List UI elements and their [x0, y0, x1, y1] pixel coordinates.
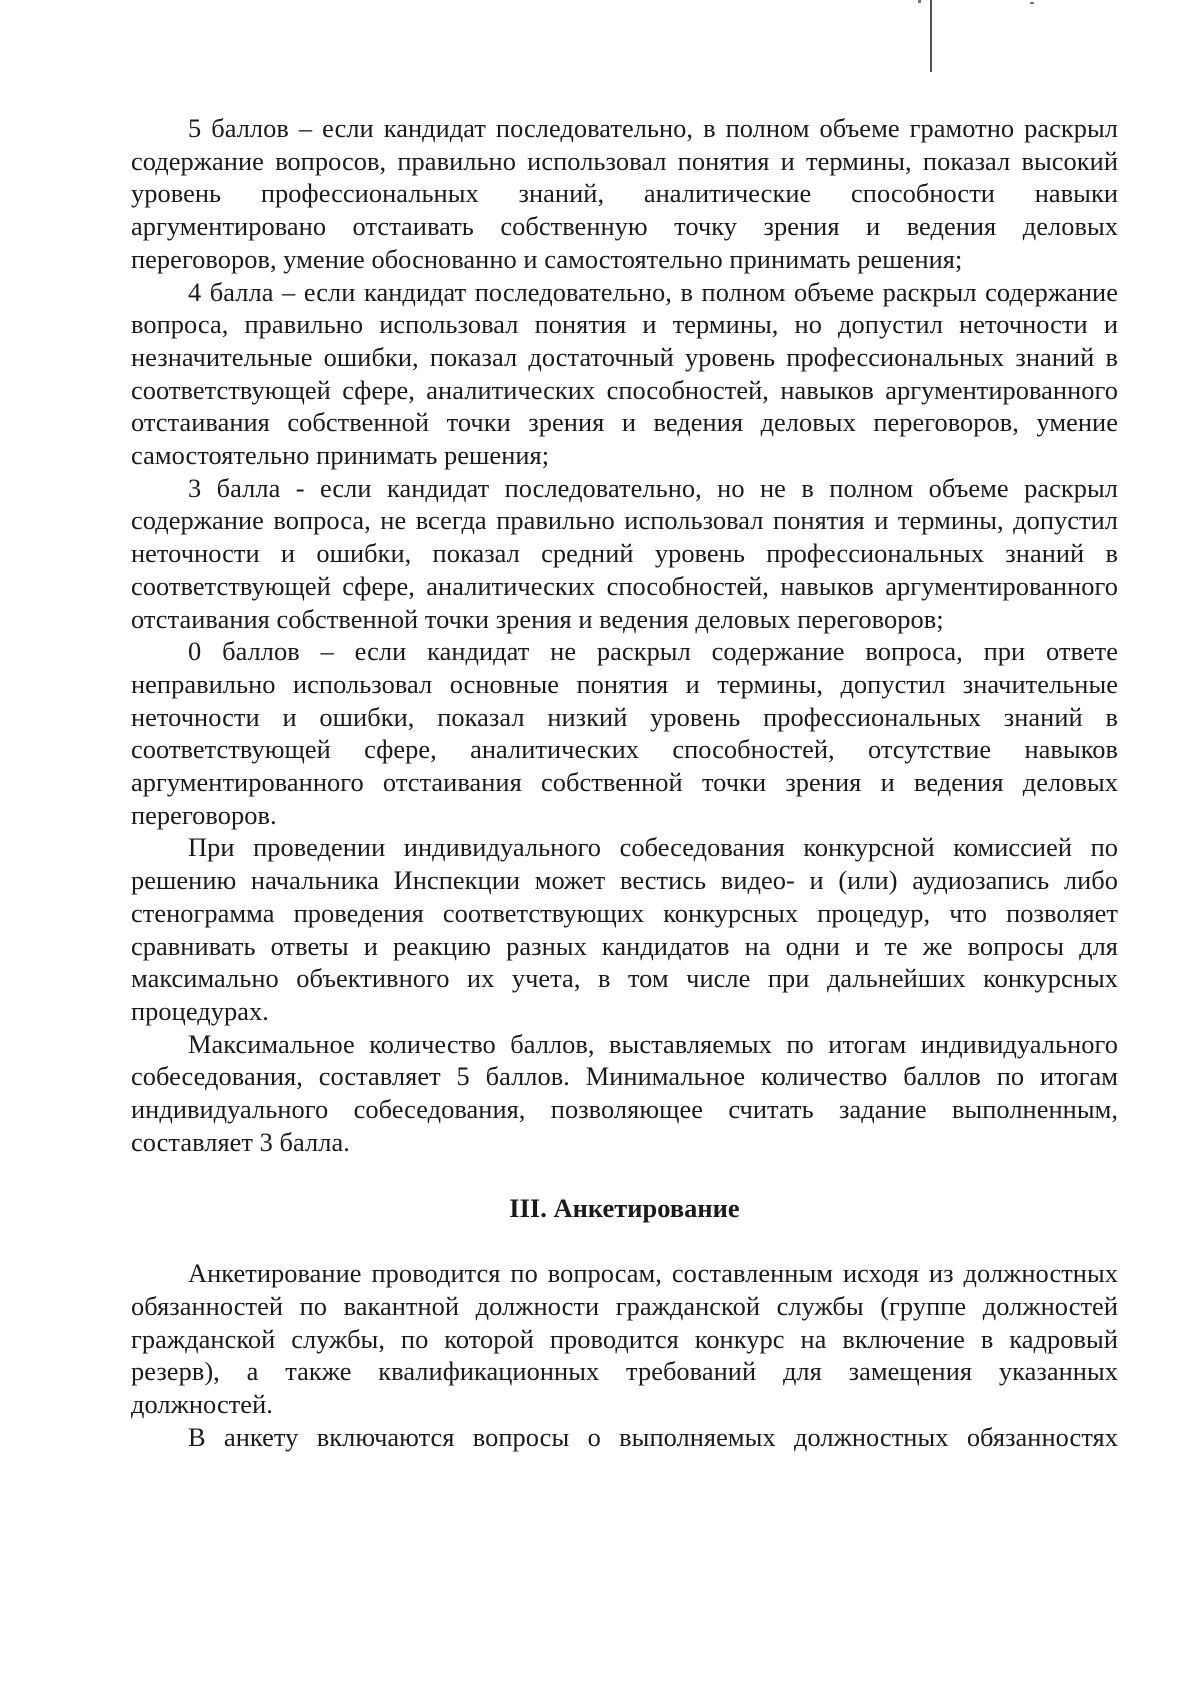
max-score-paragraph: Максимальное количество баллов, выставляемых по итогам индивидуального собеседования, составляет 5 баллов. Минимальное количество баллов по итогам индивидуального собеседования, позволяющее считать задание выполненным, составляет 3 балла.	[131, 1028, 1118, 1157]
criteria-0-points: 0 баллов – если кандидат не раскрыл содержание вопроса, при ответе неправильно использовал основные понятия и термины, допустил значительные неточности и ошибки, показал низкий уровень профессиональных знаний в соответствующей сфере, аналитических способностей, отсутствие навыков аргументированного отстаивания собственной точки зрения и ведения деловых переговоров.	[131, 636, 1118, 830]
questionnaire-content-paragraph: В анкету включаются вопросы о выполняемых должностных обязанностях	[188, 1421, 1118, 1452]
criteria-5-points: 5 баллов – если кандидат последовательно, в полном объеме грамотно раскрыл содержание вопросов, правильно использовал понятия и термины, показал высокий уровень профессиональных знаний, аналитические способности навыки аргументировано отстаивать собственную точку зрения и ведения деловых переговоров, умение обоснованно и самостоятельно принимать решения;	[131, 113, 1118, 274]
questionnaire-paragraph: Анкетирование проводится по вопросам, составленным исходя из должностных обязанностей по вакантной должности гражданской службы (группе должностей гражданской службы, по которой проводится конкурс на включение в кадровый резерв), а также квалификационных требований для замещения указанных должностей.	[131, 1258, 1118, 1420]
interview-recording-paragraph: При проведении индивидуального собеседования конкурсной комиссией по решению начальника Инспекции может вестись видео- и (или) аудиозапись либо стенограмма проведения соответствующих конкурсных процедур, что позволяет сравнивать ответы и реакцию разных кандидатов на одни и те же вопросы для максимально объективного их учета, в том числе при дальнейших конкурсных процедурах.	[131, 832, 1118, 1026]
criteria-4-points: 4 балла – если кандидат последовательно, в полном объеме раскрыл содержание вопроса, правильно использовал понятия и термины, но допустил неточности и незначительные ошибки, показал достаточный уровень профессиональных знаний в соответствующей сфере, аналитических способностей, навыков аргументированного отстаивания собственной точки зрения и ведения деловых переговоров, умение самостоятельно принимать решения;	[131, 276, 1118, 471]
section-heading: III. Анкетирование	[509, 1192, 740, 1223]
scan-artifact-line	[930, 0, 932, 72]
criteria-3-points: 3 балла - если кандидат последовательно, но не в полном объеме раскрыл содержание вопроса, не всегда правильно использовал понятия и термины, допустил неточности и ошибки, показал средний уровень профессиональных знаний в соответствующей сфере, аналитических способностей, навыков аргументированного отстаивания собственной точки зрения и ведения деловых переговоров;	[131, 472, 1118, 634]
scan-artifact-dot	[918, 0, 921, 3]
document-page	[131, 112, 1118, 1453]
scan-artifact-dot	[1030, 2, 1034, 4]
